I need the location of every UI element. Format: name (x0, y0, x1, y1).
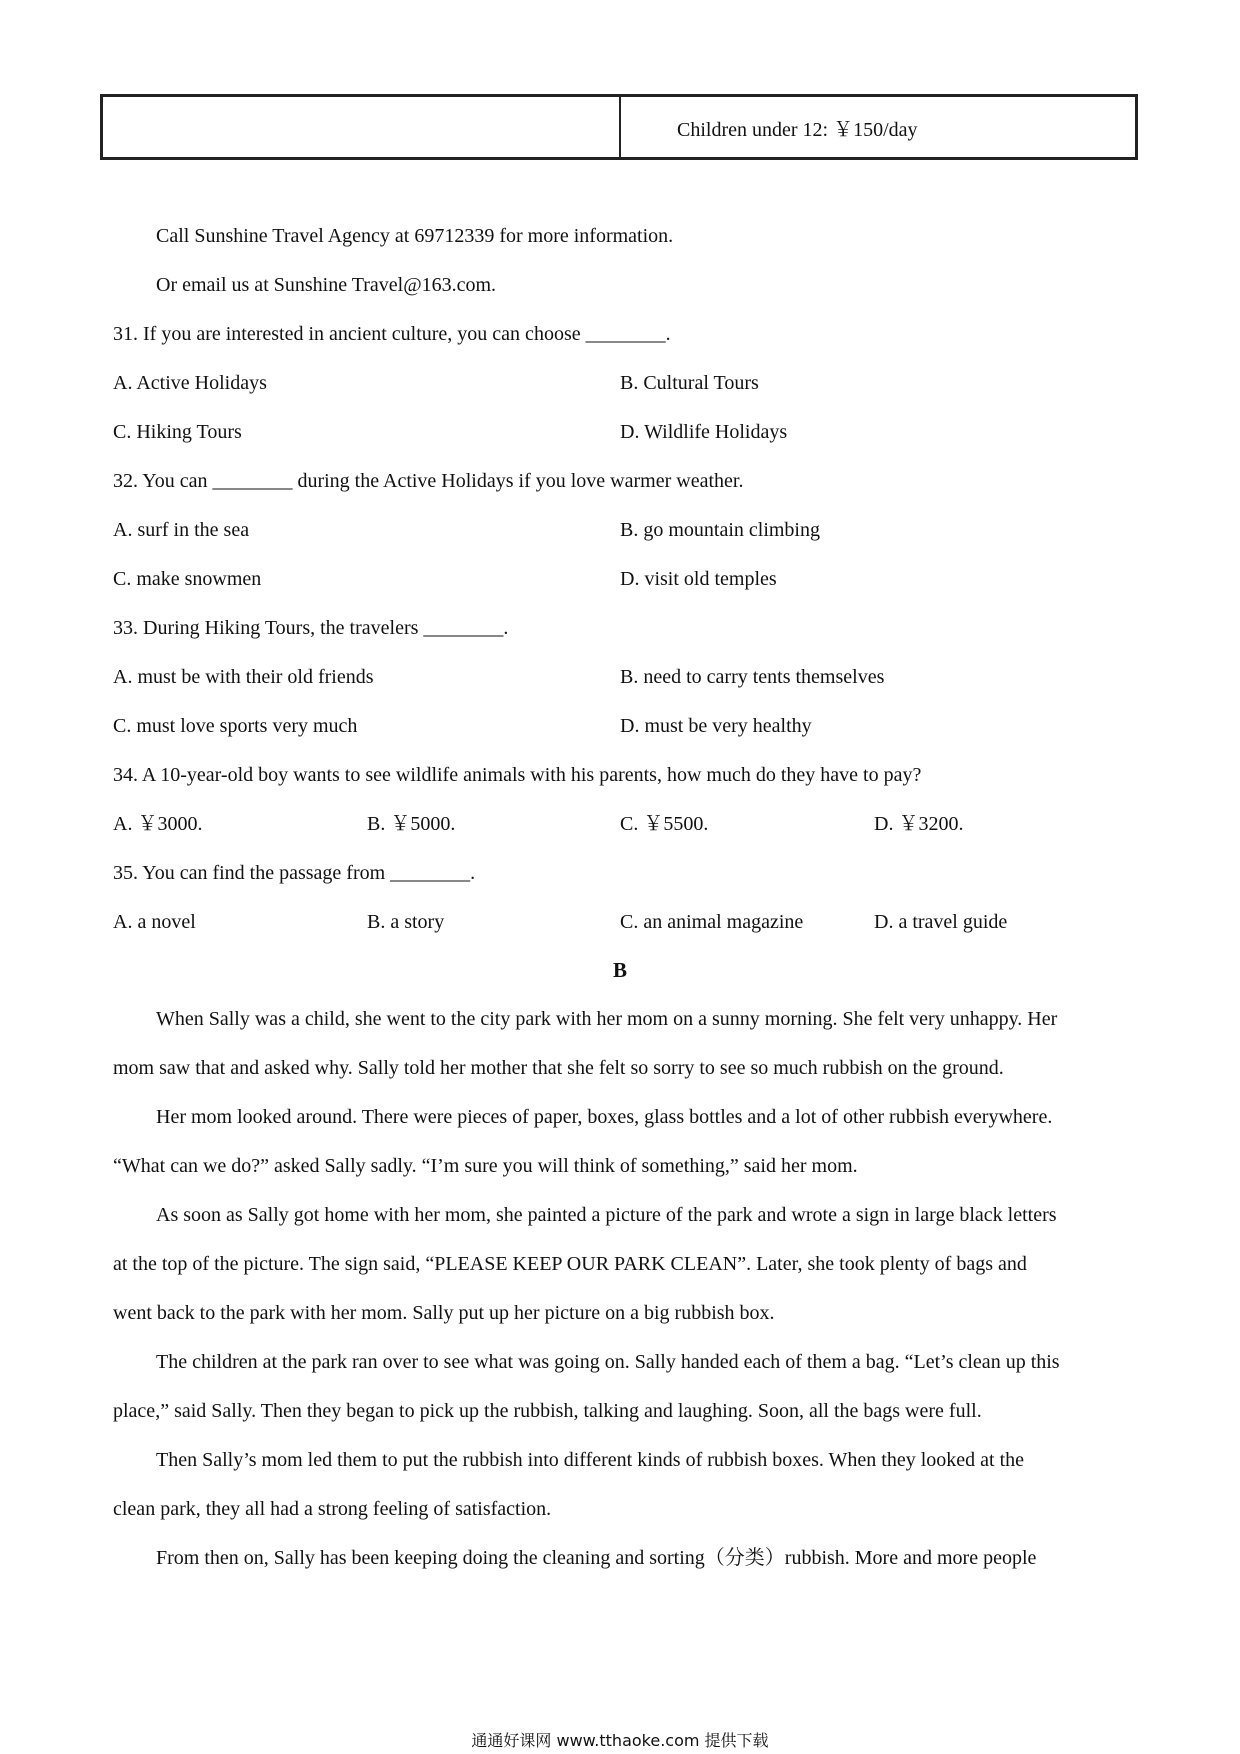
passage-line: When Sally was a child, she went to the city park with her mom on a sunny morning. She felt very unhappy. Her (156, 1008, 1058, 1030)
option-32-a: A. surf in the sea (113, 519, 250, 541)
option-35-c: C. an animal magazine (620, 911, 804, 933)
price-table (100, 94, 1138, 160)
passage-line: clean park, they all had a strong feeling of satisfaction. (113, 1498, 552, 1520)
passage-line: Then Sally’s mom led them to put the rubbish into different kinds of rubbish boxes. When they looked at the (156, 1449, 1025, 1471)
option-31-c: C. Hiking Tours (113, 421, 242, 443)
option-35-d: D. a travel guide (874, 911, 1008, 933)
option-33-a: A. must be with their old friends (113, 666, 374, 688)
options-31-row2 (113, 418, 1113, 446)
options-34-row (113, 810, 1113, 838)
option-32-c: C. make snowmen (113, 568, 262, 590)
table-cell-empty (103, 97, 621, 157)
option-31-d: D. Wildlife Holidays (620, 421, 788, 443)
passage-line: went back to the park with her mom. Sally put up her picture on a big rubbish box. (113, 1302, 775, 1324)
option-33-d: D. must be very healthy (620, 715, 812, 737)
passage-line: mom saw that and asked why. Sally told her mother that she felt so sorry to see so much rubbish on the ground. (113, 1057, 1004, 1079)
option-34-d: D. ￥3200. (874, 813, 964, 835)
options-32-row1 (113, 516, 1113, 544)
option-34-a: A. ￥3000. (113, 813, 203, 835)
passage-line: at the top of the picture. The sign said, “PLEASE KEEP OUR PARK CLEAN”. Later, she took plenty of bags and (113, 1253, 1027, 1275)
passage-line: From then on, Sally has been keeping doing the cleaning and sorting（分类）rubbish. More and more people (156, 1547, 1037, 1569)
passage-line: Her mom looked around. There were pieces of paper, boxes, glass bottles and a lot of other rubbish everywhere. (156, 1106, 1053, 1128)
option-33-b: B. need to carry tents themselves (620, 666, 885, 688)
question-33: 33. During Hiking Tours, the travelers ________. (113, 617, 509, 639)
passage-line: “What can we do?” asked Sally sadly. “I’m sure you will think of something,” said her mom. (113, 1155, 858, 1177)
passage-line: As soon as Sally got home with her mom, she painted a picture of the park and wrote a sign in large black letters (156, 1204, 1057, 1226)
option-35-b: B. a story (367, 911, 445, 933)
option-32-b: B. go mountain climbing (620, 519, 820, 541)
question-34: 34. A 10-year-old boy wants to see wildlife animals with his parents, how much do they have to pay? (113, 764, 922, 786)
options-33-row2 (113, 712, 1113, 740)
passage-line: place,” said Sally. Then they began to pick up the rubbish, talking and laughing. Soon, all the bags were full. (113, 1400, 982, 1422)
option-33-c: C. must love sports very much (113, 715, 358, 737)
option-35-a: A. a novel (113, 911, 196, 933)
question-32: 32. You can ________ during the Active Holidays if you love warmer weather. (113, 470, 744, 492)
option-31-a: A. Active Holidays (113, 372, 267, 394)
options-35-row (113, 908, 1113, 936)
contact-email: Or email us at Sunshine Travel@163.com. (156, 274, 497, 296)
section-b-title: B (612, 958, 627, 982)
table-cell-children-price: Children under 12: ￥150/day (677, 118, 918, 141)
option-34-b: B. ￥5000. (367, 813, 456, 835)
contact-phone: Call Sunshine Travel Agency at 69712339 for more information. (156, 225, 674, 247)
options-31-row1 (113, 369, 1113, 397)
option-31-b: B. Cultural Tours (620, 372, 759, 394)
question-31: 31. If you are interested in ancient culture, you can choose ________. (113, 323, 671, 345)
option-32-d: D. visit old temples (620, 568, 777, 590)
question-35: 35. You can find the passage from ________. (113, 862, 476, 884)
passage-line: The children at the park ran over to see what was going on. Sally handed each of them a bag. “Let’s clean up this (156, 1351, 1060, 1373)
options-33-row1 (113, 663, 1113, 691)
option-34-c: C. ￥5500. (620, 813, 709, 835)
page-footer: 通通好课网 www.tthaoke.com 提供下载 (471, 1731, 769, 1750)
options-32-row2 (113, 565, 1113, 593)
